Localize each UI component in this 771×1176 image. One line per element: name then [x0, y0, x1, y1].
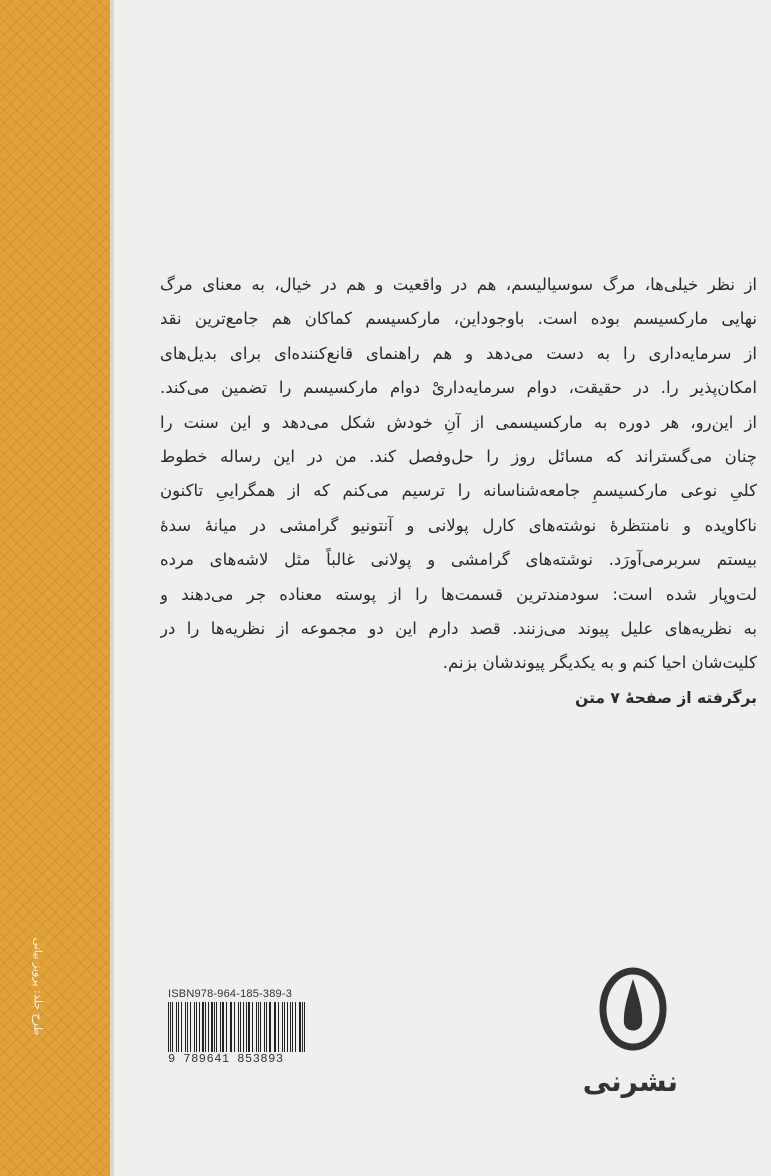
- barcode-bar: [172, 1002, 173, 1052]
- spine-edge: [110, 0, 114, 1176]
- barcode-bar: [208, 1002, 209, 1052]
- barcode-bar: [211, 1002, 212, 1052]
- cover-designer-credit: طرح جلد: پرویز بیانی: [31, 937, 45, 1036]
- isbn-barcode: [168, 988, 308, 1066]
- barcode-bar: [230, 1002, 231, 1052]
- blurb-line: به نظریه‌های علیل پیوند می‌زنند. قصد دارم این دو مجموعه از نظریه‌ها را در: [160, 618, 757, 638]
- barcode-bar: [190, 1002, 191, 1052]
- barcode-bar: [181, 1002, 183, 1052]
- back-cover-blurb: [160, 268, 757, 715]
- barcode-bar: [238, 1002, 239, 1052]
- blurb-line: کلیِ نوعی مارکسیسمِ جامعه‌شناسانه را ترسیم می‌کنم که از همگراییِ تاکنون: [160, 481, 757, 501]
- barcode-bar: [269, 1002, 271, 1052]
- blurb-line: بیستم سربرمی‌آورَد. نوشته‌های گرامشی و پولانی غالباً مثل لاشه‌های مرده: [160, 550, 757, 570]
- barcode-bar: [222, 1002, 224, 1052]
- barcode-bar: [231, 1002, 232, 1052]
- blurb-line: از این‌رو، هر دوره به مارکسیسمی از آنِ خودش شکل می‌دهد و این سنت را: [160, 412, 757, 432]
- blurb-line: چنان می‌گستراند که مسائل روز را حل‌وفصل کند. من در این رساله خطوط: [160, 446, 757, 466]
- barcode-bar: [284, 1002, 285, 1052]
- blurb-line: لت‌وپار شده است: سودمندترین قسمت‌ها را از پوسته معناده جر می‌دهند و: [160, 584, 757, 604]
- barcode-bar: [287, 1002, 288, 1052]
- blurb-line: نهایی مارکسیسم بوده است. باوجوداین، مارکسیسم کماکان هم جامع‌ترین نقد: [160, 309, 757, 329]
- barcode-bar: [216, 1002, 217, 1052]
- barcode-bar: [168, 1002, 169, 1052]
- barcode-bar: [240, 1002, 241, 1052]
- barcode-bar: [258, 1002, 259, 1052]
- barcode-bar: [176, 1002, 177, 1052]
- barcode-bar: [199, 1002, 200, 1052]
- barcode-bar: [220, 1002, 221, 1052]
- barcode-bar: [299, 1002, 301, 1052]
- barcode-bar: [187, 1002, 188, 1052]
- publisher-name: نشرنی: [582, 1065, 678, 1098]
- barcode-bar: [202, 1002, 204, 1052]
- blurb-line: امکان‌پذیر را. در حقیقت، دوام سرمایه‌داریْ دوام مارکسیسم را تضمین می‌کند.: [160, 378, 757, 398]
- barcode-bar: [295, 1002, 296, 1052]
- barcode-bar: [260, 1002, 261, 1052]
- flame-in-circle-icon: [598, 965, 668, 1057]
- barcode-bar: [275, 1002, 276, 1052]
- barcode-bar: [226, 1002, 227, 1052]
- barcode-bar: [185, 1002, 186, 1052]
- barcode-bar: [266, 1002, 267, 1052]
- blurb-line: از سرمایه‌داری را به دست می‌دهد و هم راهنمای قانع‌کننده‌ای برای بدیل‌های: [160, 343, 757, 363]
- isbn-text: ISBN978-964-185-389-3: [168, 988, 293, 1000]
- barcode-bar: [243, 1002, 244, 1052]
- barcode-bar: [194, 1002, 195, 1052]
- blurb-source: برگرفته از صفحهٔ ۷ متن: [575, 688, 757, 707]
- barcode-bar: [196, 1002, 197, 1052]
- barcode-bar: [214, 1002, 215, 1052]
- barcode-bar: [178, 1002, 179, 1052]
- barcode-bar: [248, 1002, 250, 1052]
- barcode-bar: [246, 1002, 247, 1052]
- book-spine: [0, 0, 110, 1176]
- barcode-bar: [234, 1002, 235, 1052]
- barcode-bar: [304, 1002, 305, 1052]
- blurb-line: از نظر خیلی‌ها، مرگ سوسیالیسم، هم در واقعیت و هم در خیال، به معنای مرگ: [160, 275, 757, 294]
- barcode-bar: [278, 1002, 279, 1052]
- barcode-bar: [290, 1002, 291, 1052]
- barcode-bar: [264, 1002, 265, 1052]
- barcode-bar: [170, 1002, 171, 1052]
- barcode-bar: [205, 1002, 206, 1052]
- barcode-bar: [274, 1002, 275, 1052]
- barcode-bar: [302, 1002, 303, 1052]
- barcode-digits: 9 789641 853893: [168, 1052, 284, 1066]
- blurb-line: ناکاویده و نامنتظرهٔ نوشته‌های کارل پولانی و آنتونیو گرامشی در میانهٔ سدهٔ: [160, 515, 757, 535]
- barcode-bar: [256, 1002, 257, 1052]
- barcode-bar: [252, 1002, 253, 1052]
- blurb-line: کلیت‌شان احیا کنم و به یکدیگر پیوندشان بزنم.: [442, 653, 757, 673]
- barcode-bars: [168, 1002, 308, 1052]
- barcode-bar: [282, 1002, 283, 1052]
- barcode-bar: [292, 1002, 293, 1052]
